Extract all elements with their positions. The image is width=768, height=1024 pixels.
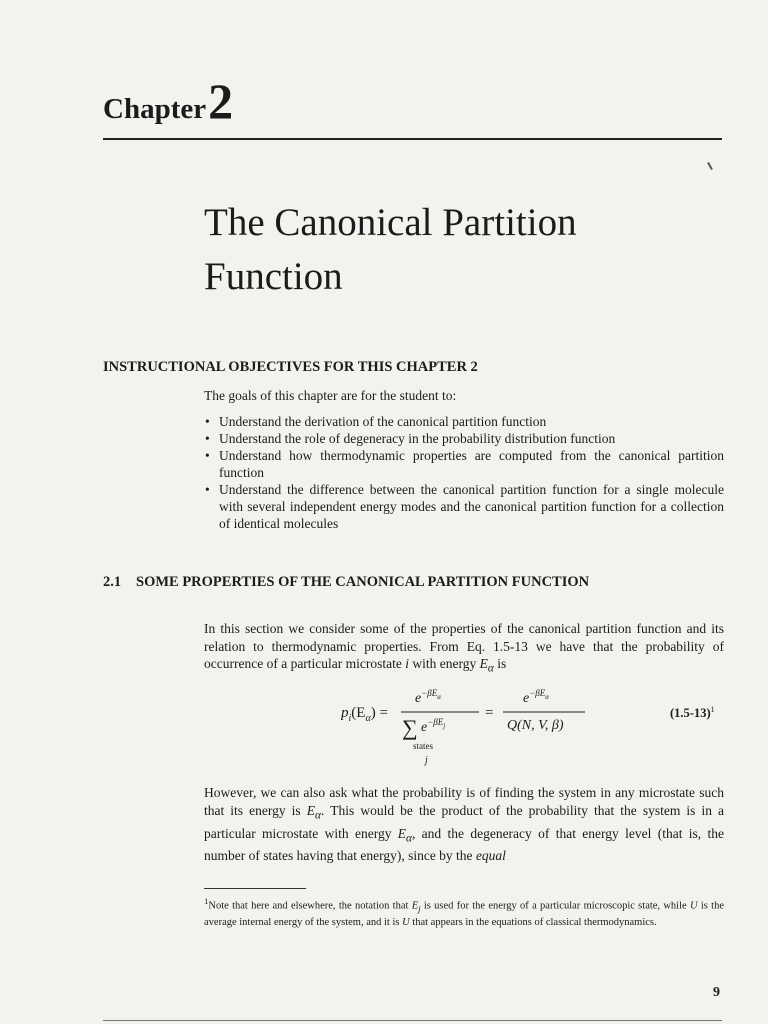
objectives-list bbox=[204, 413, 724, 532]
para2-var-e: E bbox=[397, 825, 407, 841]
chapter-title bbox=[204, 196, 724, 304]
footnote-mark: 1 bbox=[204, 896, 209, 906]
para2-text-a: However, we can also ask what the probability is of finding the system in any microstate such that its energy is bbox=[204, 785, 724, 818]
equation-svg bbox=[341, 682, 725, 768]
chapter-heading bbox=[103, 72, 233, 130]
para1-text-a: In this section we consider some of the properties of the canonical partition function and its relation to thermodynamic properties. From Eq. 1.5-13 we have that the probability of occurrence of a particular microstate bbox=[204, 621, 724, 671]
section-number: 2.1 bbox=[103, 574, 122, 590]
svg-text:(1.5-13)1: $(1.5-13)^1$ bbox=[670, 705, 715, 720]
svg-text:Q(N, V, β): Q(N, V, β) bbox=[507, 718, 564, 733]
footnote-text-a: Note that here and elsewhere, the notation that bbox=[208, 900, 412, 912]
svg-text:states: states bbox=[413, 741, 433, 751]
svg-text:e−βEj: $e^{-\beta E}_j$ bbox=[421, 717, 446, 735]
footnote-sub-j: j bbox=[418, 903, 421, 914]
footnote-var-u: U bbox=[689, 900, 698, 912]
page-edge-line bbox=[103, 1020, 722, 1021]
chapter-label: Chapter bbox=[103, 93, 207, 125]
scan-speck bbox=[707, 162, 713, 170]
objectives-heading: INSTRUCTIONAL OBJECTIVES FOR THIS CHAPTER 2 bbox=[103, 359, 478, 375]
footnote-var-e: E bbox=[411, 900, 419, 912]
footnote-var-u: U bbox=[402, 917, 410, 929]
objective-item: • Understand the difference between the canonical partition function for a single molecule with several independent energy modes and the canonical partition function for a collection of identical molecules bbox=[204, 481, 724, 532]
para2-var-e: E bbox=[306, 803, 315, 818]
section-title: SOME PROPERTIES OF THE CANONICAL PARTITION FUNCTION bbox=[136, 574, 590, 590]
para2-text-c: , and the degeneracy of that energy level (that is, the number of states having that energy), since by the bbox=[204, 825, 724, 864]
objective-item: • Understand the derivation of the canonical partition function bbox=[204, 413, 724, 430]
section-paragraph-2 bbox=[204, 784, 724, 865]
para2-text-b: . This would be the product of the probability that the system is in a particular microstate with energy bbox=[204, 803, 724, 841]
para2-sub-alpha: α bbox=[406, 832, 412, 845]
chapter-rule bbox=[103, 138, 722, 140]
objective-item: • Understand how thermodynamic properties are computed from the canonical partition function bbox=[204, 447, 724, 481]
chapter-title-line-1: The Canonical Partition bbox=[204, 201, 577, 244]
para1-text-b: with energy bbox=[409, 656, 480, 671]
para1-var-e: E bbox=[479, 656, 488, 671]
para2-sub-alpha: α bbox=[314, 809, 321, 822]
para1-var-i: i bbox=[405, 656, 410, 671]
svg-text:=: = bbox=[485, 705, 494, 721]
page-number: 9 bbox=[713, 985, 720, 1000]
section-paragraph-1 bbox=[204, 620, 724, 678]
para1-sub-alpha: α bbox=[487, 662, 494, 675]
chapter-number: 2 bbox=[208, 73, 234, 129]
svg-text:pi(Eα) =: $p_i(E_\alpha)$ = bbox=[341, 705, 388, 724]
para1-text-c: is bbox=[493, 656, 507, 671]
svg-text:e−βEα: $e^{-\beta E}_\alpha$ bbox=[415, 688, 441, 706]
para2-text-equal: equal bbox=[475, 848, 506, 864]
footnote-rule bbox=[204, 888, 306, 889]
footnote-text-c: is the average internal energy of the system, and it is bbox=[204, 900, 725, 929]
footnote-text-b: is used for the energy of a particular microscopic state, while bbox=[420, 900, 690, 912]
equation-1-5-13 bbox=[341, 682, 725, 768]
objective-item: • Understand the role of degeneracy in the probability distribution function bbox=[204, 430, 724, 447]
footnote bbox=[204, 895, 724, 930]
svg-text:e−βEα: $e^{-\beta E}_\alpha$ bbox=[523, 688, 549, 706]
svg-text:∑: ∑ bbox=[402, 715, 418, 740]
chapter-title-line-2: Function bbox=[204, 255, 343, 298]
svg-text:j: j bbox=[425, 755, 428, 766]
footnote-text-d: that appears in the equations of classical thermodynamics. bbox=[409, 917, 657, 929]
objectives-intro: The goals of this chapter are for the student to: bbox=[204, 388, 457, 403]
